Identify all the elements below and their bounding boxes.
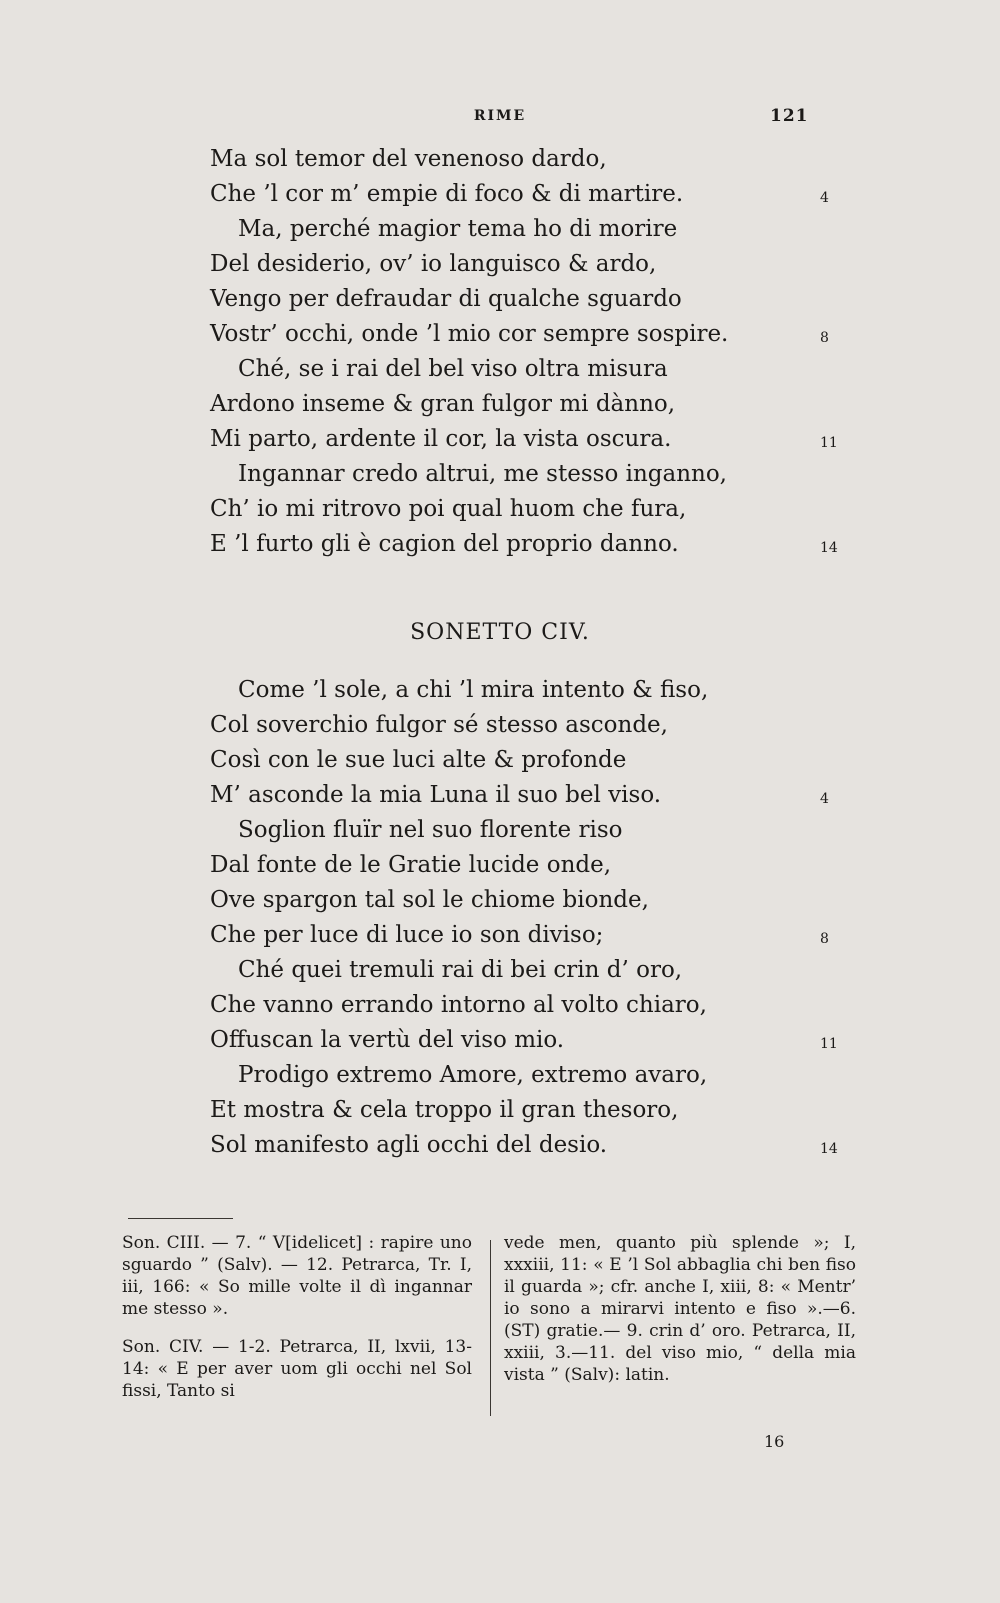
verse-line [0, 953, 1000, 988]
footnote-son-ciii: Son. CIII. — 7. “ V[idelicet] : rapire uno sguardo ” (Salv). — 12. Petrarca, Tr. I, iii, 166: « So mille volte il dì ingannar me stesso ». [122, 1233, 472, 1319]
page-number: 121 [770, 106, 809, 126]
verse-line [0, 673, 1000, 708]
verse-text: Ardono inseme & gran fulgor mi dànno, [210, 391, 676, 417]
verse-text: Ché, se i rai del bel viso oltra misura [238, 356, 668, 382]
verse-text: Che per luce di luce io son diviso; [210, 922, 604, 948]
verse-line [0, 212, 1000, 247]
verse-text: Prodigo extremo Amore, extremo avaro, [238, 1062, 708, 1088]
verse-line [0, 527, 1000, 562]
verse-text: Del desiderio, ov’ io languisco & ardo, [210, 251, 657, 277]
verse-text: Sol manifesto agli occhi del desio. [210, 1132, 608, 1158]
verse-line [0, 708, 1000, 743]
verse-text: Et mostra & cela troppo il gran thesoro, [210, 1097, 679, 1123]
footnotes-right-column [504, 1232, 856, 1402]
verse-text: Che vanno errando intorno al volto chiaro, [210, 992, 707, 1018]
sonnet-title: SONETTO CIV. [410, 620, 590, 645]
line-number: 14 [820, 1141, 838, 1157]
verse-line [0, 1023, 1000, 1058]
verse-line [0, 1058, 1000, 1093]
verse-text: Vostr’ occhi, onde ’l mio cor sempre sospire. [210, 321, 729, 347]
verse-text: Soglion fluïr nel suo florente riso [238, 817, 623, 843]
verse-text: Ingannar credo altrui, me stesso inganno, [238, 461, 727, 487]
verse-text: Col soverchio fulgor sé stesso asconde, [210, 712, 668, 738]
verse-line [0, 1093, 1000, 1128]
verse-line [0, 813, 1000, 848]
verse-text: M’ asconde la mia Luna il suo bel viso. [210, 782, 662, 808]
verse-line [0, 457, 1000, 492]
verse-text: Vengo per defraudar di qualche sguardo [210, 286, 682, 312]
line-number: 8 [820, 931, 829, 947]
signature-mark: 16 [764, 1432, 785, 1451]
line-number: 14 [820, 540, 838, 556]
verse-line [0, 317, 1000, 352]
footnote-son-civ: Son. CIV. — 1-2. Petrarca, II, lxvii, 13-14: « E per aver uom gli occhi nel Sol fissi, Tanto si [122, 1337, 472, 1401]
line-number: 8 [820, 330, 829, 346]
running-head-title: RIME [473, 108, 527, 124]
running-head [0, 104, 1000, 132]
footnote-rule [128, 1218, 233, 1219]
verse-text: Così con le sue luci alte & profonde [210, 747, 627, 773]
verse-text: Mi parto, ardente il cor, la vista oscura. [210, 426, 672, 452]
verse-text: Ch’ io mi ritrovo poi qual huom che fura, [210, 496, 687, 522]
verse-line [0, 387, 1000, 422]
verse-line [0, 247, 1000, 282]
verse-line [0, 988, 1000, 1023]
line-number: 4 [820, 791, 829, 807]
footnotes-left-column [122, 1232, 472, 1418]
sonnet-civ [0, 673, 1000, 1163]
verse-line [0, 422, 1000, 457]
verse-text: Come ’l sole, a chi ’l mira intento & fiso, [238, 677, 709, 703]
verse-line [0, 142, 1000, 177]
verse-line [0, 883, 1000, 918]
verse-text: Ché quei tremuli rai di bei crin d’ oro, [238, 957, 683, 983]
line-number: 11 [820, 1036, 838, 1052]
verse-line [0, 918, 1000, 953]
verse-line [0, 177, 1000, 212]
verse-text: Ma sol temor del venenoso dardo, [210, 146, 607, 172]
line-number: 11 [820, 435, 838, 451]
verse-line [0, 492, 1000, 527]
verse-line [0, 778, 1000, 813]
column-divider [490, 1240, 491, 1416]
footnote-continuation: vede men, quanto più splende »; I, xxxiii, 11: « E ’l Sol abbaglia chi ben fiso il guarda »; cfr. anche I, xiii, 8: « Mentr’ io sono a mirarvi intento e fiso ».—6. (ST) gratie.— 9. crin d’ oro. Petrarca, II, xxiii, 3.—11. del viso mio, “ della mia vista ” (Salv): latin. [504, 1233, 856, 1385]
verse-text: Ove spargon tal sol le chiome bionde, [210, 887, 649, 913]
verse-text: Offuscan la vertù del viso mio. [210, 1027, 565, 1053]
verse-line [0, 743, 1000, 778]
verse-text: Dal fonte de le Gratie lucide onde, [210, 852, 612, 878]
verse-text: Ma, perché magior tema ho di morire [238, 216, 678, 242]
verse-line [0, 282, 1000, 317]
verse-text: E ’l furto gli è cagion del proprio danno. [210, 531, 679, 557]
verse-line [0, 352, 1000, 387]
sonnet-ciii-ending [0, 142, 1000, 562]
verse-line [0, 1128, 1000, 1163]
verse-text: Che ’l cor m’ empie di foco & di martire. [210, 181, 684, 207]
verse-line [0, 848, 1000, 883]
line-number: 4 [820, 190, 829, 206]
